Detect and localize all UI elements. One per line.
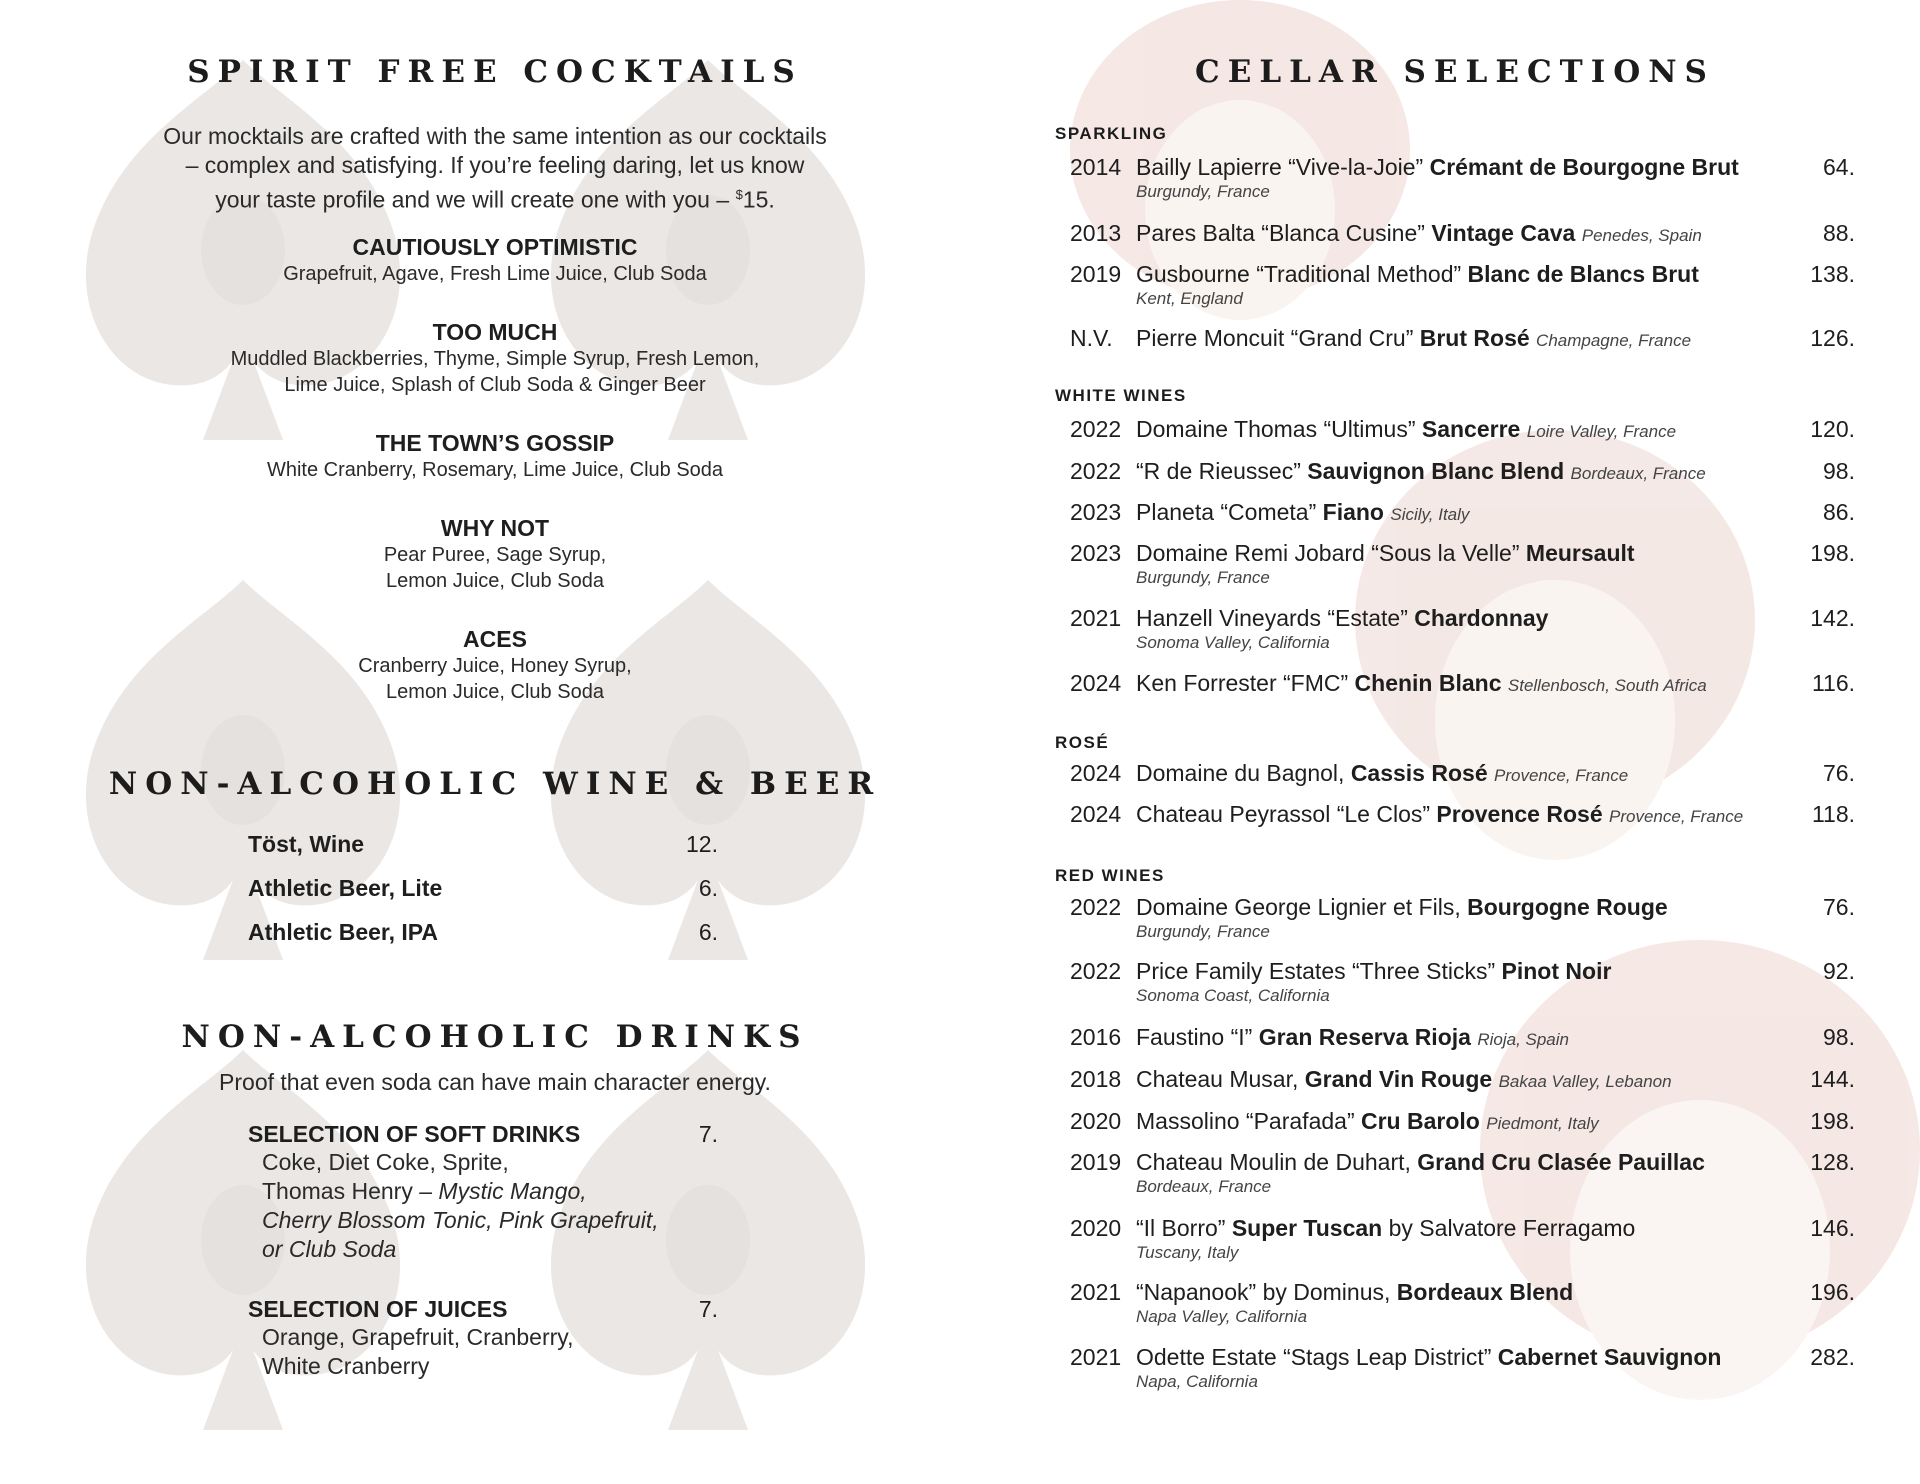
cocktail-ingredients: Lime Juice, Splash of Club Soda & Ginger Beer: [284, 374, 706, 396]
wine-item: [1055, 152, 1855, 202]
wine-region: Burgundy, France: [1136, 922, 1270, 941]
wine-name: Bourgogne Rouge: [1467, 894, 1668, 920]
wine-price: 118.: [1811, 801, 1855, 827]
option-line: White Cranberry: [262, 1353, 430, 1379]
group-price: 7.: [698, 1296, 718, 1322]
wine-description: [1136, 1342, 1721, 1372]
group-price: 7.: [698, 1121, 718, 1147]
wine-producer: “Napanook” by Dominus,: [1136, 1279, 1397, 1305]
wine-producer: Ken Forrester “FMC”: [1136, 670, 1355, 696]
item-name: Athletic Beer, Lite: [248, 874, 443, 901]
cocktail-name: THE TOWN’S GOSSIP: [375, 430, 615, 456]
wine-price: 92.: [1823, 958, 1855, 984]
wine-item: [1055, 892, 1855, 942]
wine-name: Super Tuscan: [1231, 1215, 1383, 1241]
wine-region: Provence, France: [1609, 807, 1744, 826]
cocktail-name: TOO MUCH: [432, 319, 558, 345]
wine-region: Burgundy, France: [1136, 568, 1270, 587]
wine-producer: Bailly Lapierre “Vive-la-Joie”: [1136, 154, 1430, 180]
wine-name: Grand Cru Clasée Pauillac: [1417, 1149, 1705, 1175]
wine-producer: Hanzell Vineyards “Estate”: [1136, 605, 1415, 631]
wine-producer: Planeta “Cometa”: [1136, 499, 1323, 525]
wine-year: 2022: [1070, 958, 1122, 984]
wine-item: [1055, 1064, 1855, 1094]
wine-producer: Chateau Moulin de Duhart,: [1136, 1149, 1418, 1175]
cocktail-ingredients: Lemon Juice, Club Soda: [386, 681, 604, 703]
wine-line: [1055, 603, 1855, 633]
item-price: 6.: [698, 874, 718, 901]
wine-item: [1055, 668, 1855, 698]
cocktail-item: [100, 233, 890, 287]
wine-name: Brut Rosé: [1419, 325, 1530, 351]
wine-item: [1055, 456, 1855, 486]
wine-producer: Domaine du Bagnol,: [1136, 760, 1351, 786]
soft-drinks-group: [248, 1121, 848, 1264]
list-item: [248, 866, 718, 910]
wine-description: [1136, 456, 1706, 489]
wine-line: [1055, 956, 1855, 986]
wine-line: [1055, 668, 1855, 698]
wine-line: [1055, 1064, 1855, 1094]
wine-description: [1136, 668, 1707, 701]
wine-line: [1055, 1342, 1855, 1372]
category-heading: SPARKLING: [1055, 124, 1168, 143]
option-text-italic: Mystic Mango,: [438, 1178, 587, 1204]
wine-producer: Domaine George Lignier et Fils,: [1136, 894, 1468, 920]
wine-line: [1055, 799, 1855, 829]
cocktail-item: [100, 514, 890, 594]
wine-name: Chenin Blanc: [1354, 670, 1502, 696]
option-line: [262, 1206, 848, 1235]
wine-year: N.V.: [1070, 325, 1113, 351]
wine-name: Sauvignon Blanc Blend: [1307, 458, 1565, 484]
cocktail-item: [100, 318, 890, 398]
wine-name: Vintage Cava: [1431, 220, 1576, 246]
wine-producer: “R de Rieussec”: [1136, 458, 1308, 484]
wine-producer: “Il Borro”: [1136, 1215, 1232, 1241]
wine-price: 282.: [1810, 1344, 1855, 1370]
wine-year: 2013: [1070, 220, 1122, 246]
wine-price: 88.: [1823, 220, 1855, 246]
category-heading: RED WINES: [1055, 866, 1165, 885]
wine-year: 2021: [1070, 1279, 1122, 1305]
wine-name: Cru Barolo: [1361, 1108, 1480, 1134]
wine-name: Chardonnay: [1414, 605, 1549, 631]
wine-description: [1136, 218, 1702, 251]
wine-price: 86.: [1823, 499, 1855, 525]
wine-year: 2022: [1070, 416, 1122, 442]
wine-region: Provence, France: [1494, 766, 1629, 785]
wine-year: 2019: [1070, 1149, 1122, 1175]
wine-description: [1136, 259, 1699, 289]
wine-line: [1055, 1147, 1855, 1177]
wine-line: [1055, 538, 1855, 568]
wine-line: [1055, 323, 1855, 353]
wine-producer: Gusbourne “Traditional Method”: [1136, 261, 1468, 287]
wine-price: 196.: [1810, 1279, 1855, 1305]
wine-producer: Odette Estate “Stags Leap District”: [1136, 1344, 1498, 1370]
wine-region: Bordeaux, France: [1136, 1177, 1272, 1196]
group-options: [248, 1148, 848, 1264]
wine-description: [1136, 1277, 1573, 1307]
wine-producer: Price Family Estates “Three Sticks”: [1136, 958, 1502, 984]
wine-item: [1055, 956, 1855, 1006]
wine-line: [1055, 1022, 1855, 1052]
wine-item: [1055, 799, 1855, 829]
wine-price: 76.: [1823, 894, 1855, 920]
intro-line: Our mocktails are crafted with the same intention as our cocktails: [163, 123, 827, 149]
option-line: [262, 1235, 848, 1264]
wine-price: 64.: [1823, 154, 1855, 180]
option-line: Orange, Grapefruit, Cranberry,: [262, 1324, 574, 1350]
wine-description: [1136, 1022, 1569, 1055]
category-heading: WHITE WINES: [1055, 386, 1187, 405]
wine-description: [1136, 1106, 1599, 1139]
wine-line: [1055, 218, 1855, 248]
wine-year: 2020: [1070, 1108, 1122, 1134]
wine-year: 2014: [1070, 154, 1122, 180]
wine-year: 2018: [1070, 1066, 1122, 1092]
wine-item: [1055, 218, 1855, 248]
wine-region: Napa Valley, California: [1136, 1307, 1308, 1326]
wine-region: Burgundy, France: [1136, 182, 1270, 201]
cocktail-ingredients: Lemon Juice, Club Soda: [386, 570, 604, 592]
wine-price: 144.: [1810, 1066, 1855, 1092]
wine-line: [1055, 758, 1855, 788]
wine-item: [1055, 1342, 1855, 1392]
wine-year: 2020: [1070, 1215, 1122, 1241]
wine-description: [1136, 497, 1469, 530]
group-header: [248, 1296, 718, 1323]
cocktail-item: [100, 429, 890, 483]
intro-line-text: your taste profile and we will create one with you –: [215, 186, 730, 213]
option-line: Coke, Diet Coke, Sprite,: [262, 1149, 509, 1175]
wine-region: Stellenbosch, South Africa: [1507, 676, 1707, 695]
wine-region: Tuscany, Italy: [1136, 1243, 1239, 1262]
wine-description: [1136, 956, 1611, 986]
intro-line: – complex and satisfying. If you’re feeling daring, let us know: [185, 152, 805, 178]
wine-item: [1055, 497, 1855, 527]
wine-line: [1055, 414, 1855, 444]
wine-region: Sonoma Valley, California: [1136, 633, 1330, 652]
option-text-italic: or Club Soda: [262, 1236, 397, 1262]
cocktails-title: SPIRIT FREE COCKTAILS: [187, 54, 803, 90]
wine-item: [1055, 603, 1855, 653]
list-item: [248, 822, 718, 866]
wine-year: 2023: [1070, 499, 1122, 525]
cocktail-ingredients: Grapefruit, Agave, Fresh Lime Juice, Club Soda: [283, 263, 707, 285]
wine-price: 126.: [1810, 325, 1855, 351]
wine-item: [1055, 1213, 1855, 1263]
wine-name: Meursault: [1525, 540, 1635, 566]
wine-description: [1136, 799, 1743, 832]
wine-description: [1136, 603, 1548, 633]
wine-year: 2016: [1070, 1024, 1122, 1050]
wine-suffix: by Salvatore Ferragamo: [1382, 1215, 1636, 1241]
wine-description: [1136, 1213, 1635, 1243]
option-text-italic: Cherry Blossom Tonic, Pink Grapefruit,: [262, 1207, 659, 1233]
cocktail-name: WHY NOT: [440, 515, 550, 541]
cocktail-name: CAUTIOUSLY OPTIMISTIC: [352, 234, 638, 260]
wine-year: 2023: [1070, 540, 1122, 566]
wine-region: Kent, England: [1136, 289, 1243, 308]
wine-region: Napa, California: [1136, 1372, 1258, 1391]
group-options: [248, 1323, 848, 1381]
wine-name: Bordeaux Blend: [1396, 1279, 1574, 1305]
wine-name: Grand Vin Rouge: [1304, 1066, 1493, 1092]
wine-price: 142.: [1810, 605, 1855, 631]
cocktails-intro: [100, 122, 890, 215]
wine-price: 116.: [1811, 670, 1855, 696]
wine-name: Blanc de Blancs Brut: [1467, 261, 1699, 287]
wine-producer: Pares Balta “Blanca Cusine”: [1136, 220, 1432, 246]
wine-beer-title: NON-ALCOHOLIC WINE & BEER: [108, 766, 882, 802]
wine-year: 2021: [1070, 1344, 1122, 1370]
wine-producer: Faustino “I”: [1136, 1024, 1259, 1050]
wine-year: 2024: [1070, 801, 1122, 827]
wine-year: 2024: [1070, 670, 1122, 696]
intro-price-symbol: $: [735, 187, 743, 202]
intro-line: [100, 180, 890, 215]
wine-price: 138.: [1810, 261, 1855, 287]
drinks-title: NON-ALCOHOLIC DRINKS: [181, 1019, 809, 1055]
wine-price: 98.: [1823, 458, 1855, 484]
wine-name: Fiano: [1322, 499, 1384, 525]
wine-year: 2022: [1070, 894, 1122, 920]
wine-producer: Pierre Moncuit “Grand Cru”: [1136, 325, 1420, 351]
wine-name: Cabernet Sauvignon: [1497, 1344, 1722, 1370]
option-text: Thomas Henry –: [262, 1178, 439, 1204]
category-heading: ROSÉ: [1055, 733, 1110, 752]
list-item: [248, 910, 718, 954]
wine-line: [1055, 1277, 1855, 1307]
wine-region: Bordeaux, France: [1570, 464, 1706, 483]
juices-group: [248, 1296, 848, 1381]
wine-year: 2021: [1070, 605, 1122, 631]
wine-description: [1136, 758, 1628, 791]
wine-name: Gran Reserva Rioja: [1258, 1024, 1471, 1050]
wine-item: [1055, 1147, 1855, 1197]
cocktail-ingredients: White Cranberry, Rosemary, Lime Juice, Club Soda: [266, 459, 724, 481]
cocktail-name: ACES: [463, 626, 527, 652]
wine-name: Sancerre: [1421, 416, 1521, 442]
wine-item: [1055, 1106, 1855, 1136]
intro-price: 15.: [742, 186, 775, 213]
wine-price: 76.: [1823, 760, 1855, 786]
wine-item: [1055, 414, 1855, 444]
wine-year: 2022: [1070, 458, 1122, 484]
wine-producer: Chateau Musar,: [1136, 1066, 1305, 1092]
wine-item: [1055, 758, 1855, 788]
wine-producer: Domaine Remi Jobard “Sous la Velle”: [1136, 540, 1526, 566]
wine-year: 2019: [1070, 261, 1122, 287]
drinks-tagline: Proof that even soda can have main character energy.: [219, 1069, 771, 1095]
wine-name: Crémant de Bourgogne Brut: [1429, 154, 1739, 180]
wine-description: [1136, 1064, 1672, 1097]
wine-price: 120.: [1810, 416, 1855, 442]
item-price: 6.: [698, 918, 718, 945]
wine-price: 198.: [1810, 540, 1855, 566]
item-price: 12.: [686, 830, 718, 857]
item-name: Töst, Wine: [248, 830, 365, 857]
wine-price: 146.: [1810, 1215, 1855, 1241]
wine-name: Provence Rosé: [1436, 801, 1603, 827]
group-header: [248, 1121, 718, 1148]
wine-description: [1136, 1147, 1705, 1177]
cocktail-ingredients: Cranberry Juice, Honey Syrup,: [358, 655, 632, 677]
wine-item: [1055, 1277, 1855, 1327]
wine-line: [1055, 152, 1855, 182]
wine-item: [1055, 538, 1855, 588]
wine-producer: Domaine Thomas “Ultimus”: [1136, 416, 1422, 442]
wine-line: [1055, 1106, 1855, 1136]
wine-region: Bakaa Valley, Lebanon: [1498, 1072, 1672, 1091]
wine-description: [1136, 323, 1691, 356]
wine-description: [1136, 892, 1668, 922]
wine-item: [1055, 323, 1855, 353]
wine-price: 198.: [1810, 1108, 1855, 1134]
wine-price: 128.: [1810, 1149, 1855, 1175]
wine-name: Pinot Noir: [1501, 958, 1612, 984]
wine-beer-list: [248, 822, 838, 954]
wine-region: Champagne, France: [1536, 331, 1692, 350]
wine-region: Rioja, Spain: [1477, 1030, 1569, 1049]
wine-description: [1136, 414, 1676, 447]
wine-line: [1055, 456, 1855, 486]
wine-line: [1055, 259, 1855, 289]
wine-description: [1136, 152, 1739, 182]
cocktail-item: [100, 625, 890, 705]
wine-producer: Massolino “Parafada”: [1136, 1108, 1361, 1134]
wine-item: [1055, 1022, 1855, 1052]
wine-description: [1136, 538, 1635, 568]
group-name: SELECTION OF JUICES: [248, 1296, 508, 1322]
cocktail-ingredients: Muddled Blackberries, Thyme, Simple Syrup, Fresh Lemon,: [230, 348, 760, 370]
option-line: [262, 1177, 848, 1206]
wine-region: Penedes, Spain: [1581, 226, 1702, 245]
wine-price: 98.: [1823, 1024, 1855, 1050]
wine-item: [1055, 259, 1855, 309]
cellar-title: CELLAR SELECTIONS: [1195, 54, 1715, 90]
cocktail-ingredients: Pear Puree, Sage Syrup,: [383, 544, 607, 566]
wine-name: Cassis Rosé: [1350, 760, 1488, 786]
wine-region: Loire Valley, France: [1526, 422, 1677, 441]
wine-line: [1055, 1213, 1855, 1243]
wine-region: Piedmont, Italy: [1486, 1114, 1599, 1133]
wine-region: Sonoma Coast, California: [1136, 986, 1330, 1005]
wine-year: 2024: [1070, 760, 1122, 786]
wine-producer: Chateau Peyrassol “Le Clos”: [1136, 801, 1437, 827]
group-name: SELECTION OF SOFT DRINKS: [248, 1121, 581, 1147]
item-name: Athletic Beer, IPA: [248, 918, 439, 945]
wine-line: [1055, 892, 1855, 922]
wine-region: Sicily, Italy: [1390, 505, 1470, 524]
wine-line: [1055, 497, 1855, 527]
